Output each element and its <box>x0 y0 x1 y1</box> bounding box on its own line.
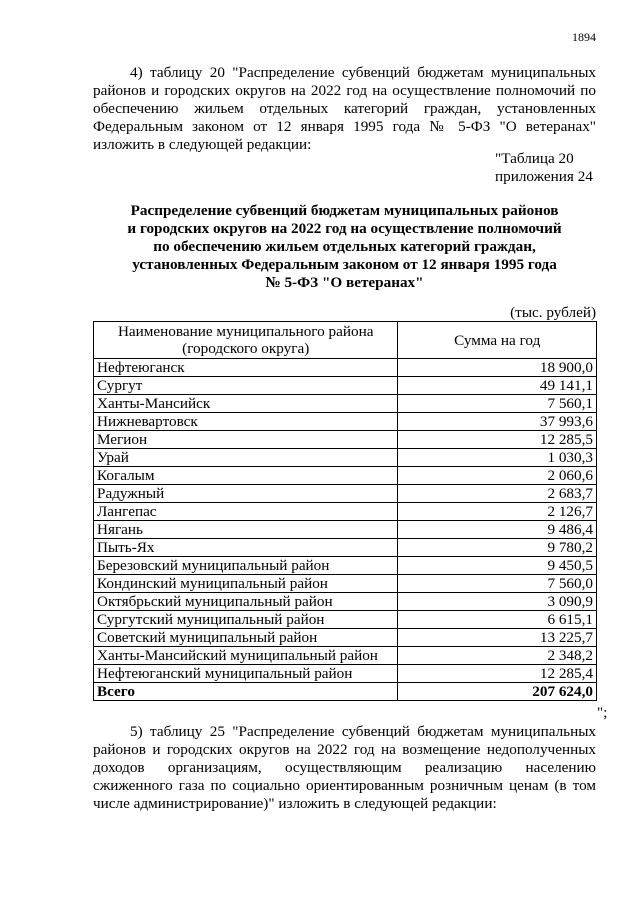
outro-line: доходов организациям, осуществляющим реализацию населению <box>93 759 596 776</box>
district-name-cell: Нижневартовск <box>94 413 398 431</box>
amount-cell: 2 683,7 <box>398 485 597 503</box>
district-name-cell: Ханты-Мансийск <box>94 395 398 413</box>
outro-paragraph <box>93 723 596 813</box>
amount-cell: 49 141,1 <box>398 377 597 395</box>
table-row <box>94 377 597 395</box>
district-name-cell: Сургут <box>94 377 398 395</box>
district-name-cell: Кондинский муниципальный район <box>94 575 398 593</box>
district-name-cell: Ханты-Мансийский муниципальный район <box>94 647 398 665</box>
district-name-cell: Нягань <box>94 521 398 539</box>
table-title-line: Распределение субвенций бюджетам муниципальных районов <box>130 202 559 219</box>
amount-cell: 2 126,7 <box>398 503 597 521</box>
intro-paragraph <box>93 64 596 154</box>
table-row <box>94 413 597 431</box>
district-name-cell: Урай <box>94 449 398 467</box>
amount-cell: 7 560,0 <box>398 575 597 593</box>
intro-line: 4) таблицу 20 "Распределение субвенций бюджетам муниципальных <box>130 64 596 81</box>
subvention-table <box>93 321 597 701</box>
page-number: 1894 <box>572 30 596 44</box>
table-title-line: и городских округов на 2022 год на осуществление полномочий <box>127 220 562 237</box>
appendix-reference <box>495 150 593 186</box>
amount-cell: 12 285,5 <box>398 431 597 449</box>
units-label: (тыс. рублей) <box>510 304 596 321</box>
column-header-name: Наименование муниципального района (городского округа) <box>94 322 398 359</box>
table-row <box>94 539 597 557</box>
table-row <box>94 611 597 629</box>
table-row <box>94 449 597 467</box>
intro-line: изложить в следующей редакции: <box>93 136 312 153</box>
district-name-cell: Радужный <box>94 485 398 503</box>
amount-cell: 207 624,0 <box>398 683 597 701</box>
amount-cell: 1 030,3 <box>398 449 597 467</box>
amount-cell: 9 450,5 <box>398 557 597 575</box>
district-name-cell: Всего <box>94 683 398 701</box>
intro-line: районов и городских округов на 2022 год на осуществление полномочий по <box>93 82 596 99</box>
intro-line: Федеральным законом от 12 января 1995 года № 5-ФЗ "О ветеранах" <box>93 118 596 135</box>
district-name-cell: Мегион <box>94 431 398 449</box>
table-title-line: по обеспечению жильем отдельных категорий граждан, <box>153 238 536 255</box>
table-row <box>94 467 597 485</box>
intro-line: обеспечению жильем отдельных категорий граждан, установленных <box>93 100 596 117</box>
table-title-line: № 5-ФЗ "О ветеранах" <box>265 274 424 291</box>
district-name-cell: Октябрьский муниципальный район <box>94 593 398 611</box>
table-row <box>94 359 597 377</box>
table-row <box>94 521 597 539</box>
outro-line: 5) таблицу 25 "Распределение субвенций бюджетам муниципальных <box>130 723 596 740</box>
district-name-cell: Березовский муниципальный район <box>94 557 398 575</box>
outro-line: числе администрирование)" изложить в следующей редакции: <box>93 795 497 812</box>
table-row <box>94 593 597 611</box>
district-name-cell: Нефтеюганск <box>94 359 398 377</box>
table-row <box>94 485 597 503</box>
table-header-row <box>94 322 597 359</box>
outro-line: сжиженного газа по социально ориентированным розничным ценам (в том <box>93 777 596 794</box>
closing-quote: "; <box>597 704 608 721</box>
column-header-amount: Сумма на год <box>398 322 597 359</box>
table-row <box>94 557 597 575</box>
table-row <box>94 431 597 449</box>
table-row <box>94 503 597 521</box>
table-row <box>94 629 597 647</box>
district-name-cell: Лангепас <box>94 503 398 521</box>
amount-cell: 18 900,0 <box>398 359 597 377</box>
amount-cell: 7 560,1 <box>398 395 597 413</box>
district-name-cell: Советский муниципальный район <box>94 629 398 647</box>
table-title-line: установленных Федеральным законом от 12 января 1995 года <box>132 256 557 273</box>
amount-cell: 6 615,1 <box>398 611 597 629</box>
amount-cell: 2 060,6 <box>398 467 597 485</box>
appendix-ref-line: "Таблица 20 <box>495 150 574 167</box>
table-title <box>93 202 596 292</box>
appendix-ref-line: приложения 24 <box>495 168 593 185</box>
amount-cell: 2 348,2 <box>398 647 597 665</box>
district-name-cell: Пыть-Ях <box>94 539 398 557</box>
table-row <box>94 647 597 665</box>
table-total-row <box>94 683 597 701</box>
district-name-cell: Когалым <box>94 467 398 485</box>
table-row <box>94 665 597 683</box>
amount-cell: 9 486,4 <box>398 521 597 539</box>
amount-cell: 9 780,2 <box>398 539 597 557</box>
table-row <box>94 395 597 413</box>
district-name-cell: Сургутский муниципальный район <box>94 611 398 629</box>
amount-cell: 13 225,7 <box>398 629 597 647</box>
table-row <box>94 575 597 593</box>
amount-cell: 37 993,6 <box>398 413 597 431</box>
outro-line: районов и городских округов на 2022 год на возмещение недополученных <box>93 741 596 758</box>
amount-cell: 12 285,4 <box>398 665 597 683</box>
district-name-cell: Нефтеюганский муниципальный район <box>94 665 398 683</box>
amount-cell: 3 090,9 <box>398 593 597 611</box>
